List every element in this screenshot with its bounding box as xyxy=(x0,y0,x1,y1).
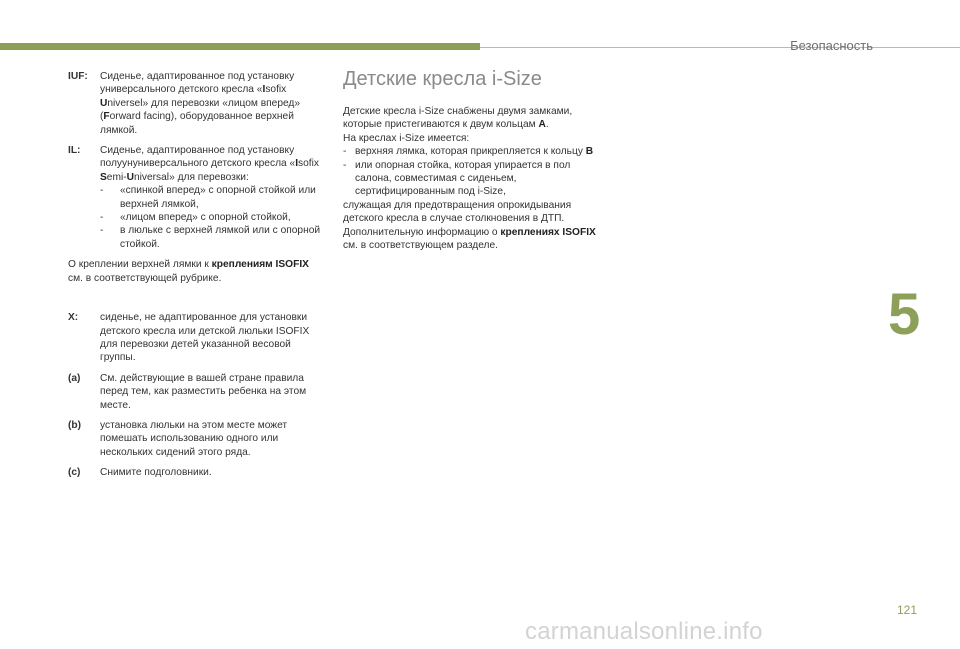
definition-iuf xyxy=(68,70,324,137)
bold-run: A xyxy=(538,119,546,131)
definition-term: (b) xyxy=(68,419,82,431)
isofix-reference xyxy=(343,226,603,253)
section-title: Безопасность xyxy=(790,38,873,53)
list-item-text: «спинкой вперед» с опорной стойкой или верхней лямкой, xyxy=(120,185,316,210)
bold-run: S xyxy=(100,171,107,183)
definition-text: сиденье, не адаптированное для установки детского кресла или детской люльки ISOFIX для перевозки детей указанной весовой группы. xyxy=(100,312,310,364)
text-run: Сиденье, адаптированное под установку универсального детского кресла « xyxy=(100,71,295,96)
right-column xyxy=(343,66,603,252)
definition-term: (a) xyxy=(68,372,81,384)
bold-run: F xyxy=(103,111,110,123)
list-item xyxy=(100,224,324,251)
definition-il xyxy=(68,144,324,251)
text-run: О креплении верхней лямки к xyxy=(68,259,212,271)
definition-term: X: xyxy=(68,312,79,324)
text-run: sofix xyxy=(298,158,319,170)
bullet-dash: - xyxy=(100,225,104,237)
list-item-text: в люльке с верхней лямкой или с опорной стойкой. xyxy=(120,225,321,250)
text-run: Сиденье, адаптированное под установку полуунуниверсального детского кресла « xyxy=(100,145,296,170)
page-number: 121 xyxy=(896,603,917,617)
text-run: niversel» для перевозки «лицом вперед» ( xyxy=(100,97,301,123)
definition-text xyxy=(100,70,324,137)
bullet-dash: - xyxy=(343,146,347,158)
list-item xyxy=(100,211,324,224)
list-item xyxy=(343,145,603,158)
isofix-note xyxy=(68,258,324,285)
header-rule xyxy=(480,47,960,48)
list-item-text xyxy=(355,145,603,158)
bold-run: креплениям ISOFIX xyxy=(211,259,309,271)
text-run: sofix xyxy=(265,84,287,96)
definition-c xyxy=(68,466,324,479)
left-column xyxy=(68,70,324,487)
list-item xyxy=(100,184,324,211)
text-run: orward facing), оборудованное верхней лямкой. xyxy=(100,111,294,136)
bold-run: B xyxy=(585,146,594,158)
bold-run: U xyxy=(126,171,134,183)
definition-b xyxy=(68,419,324,459)
definition-text: установка люльки на этом месте может помешать использованию одного или нескольких сидений этого ряда. xyxy=(100,419,288,458)
text-run: Детские кресла i-Size снабжены двумя замками, которые пристегиваются к двум кольцам xyxy=(343,106,573,131)
definition-text xyxy=(100,144,324,251)
definition-term: IL: xyxy=(68,145,81,157)
bold-run: I xyxy=(295,158,299,170)
bullet-dash: - xyxy=(100,212,104,224)
bold-run: креплениях ISOFIX xyxy=(500,226,596,238)
chapter-number: 5 xyxy=(888,282,921,347)
definition-a xyxy=(68,372,324,412)
list-item-text: «лицом вперед» с опорной стойкой, xyxy=(120,212,291,224)
definition-term: IUF: xyxy=(68,71,88,82)
bold-run: U xyxy=(100,97,108,109)
bold-run: I xyxy=(262,84,266,96)
intro-line: На креслах i-Size имеется: xyxy=(343,132,470,144)
watermark-text: carmanualsonline.info xyxy=(525,618,763,645)
body-line: служащая для предотвращения опрокидывания детского кресла в случае столкновения в ДТП. xyxy=(343,199,572,225)
text-run: см. в соответствующей рубрике. xyxy=(68,272,222,284)
text-run: верхняя лямка, которая прикрепляется к кольцу xyxy=(355,146,586,158)
bullet-dash: - xyxy=(343,159,347,171)
spacer xyxy=(68,292,324,311)
text-run: см. в соответствующем разделе. xyxy=(343,240,498,252)
intro-paragraph xyxy=(343,105,603,132)
text-run: niversal» для перевозки: xyxy=(133,171,249,183)
text-run: Дополнительную информацию о xyxy=(343,226,501,238)
definition-text: См. действующие в вашей стране правила перед тем, как разместить ребенка на этом месте. xyxy=(100,372,307,411)
text-run: emi- xyxy=(106,171,127,183)
list-item xyxy=(343,159,603,199)
definition-x xyxy=(68,311,324,365)
list-item-text: или опорная стойка, которая упирается в пол салона, совместимая с сиденьем, сертифицированным под i-Size, xyxy=(355,159,571,198)
bullet-dash: - xyxy=(100,185,104,197)
header-accent-bar xyxy=(0,43,480,50)
text-run: . xyxy=(545,119,549,131)
section-heading: Детские кресла i-Size xyxy=(343,68,542,90)
definition-term: (c) xyxy=(68,467,81,479)
definition-text: Снимите подголовники. xyxy=(100,467,212,479)
